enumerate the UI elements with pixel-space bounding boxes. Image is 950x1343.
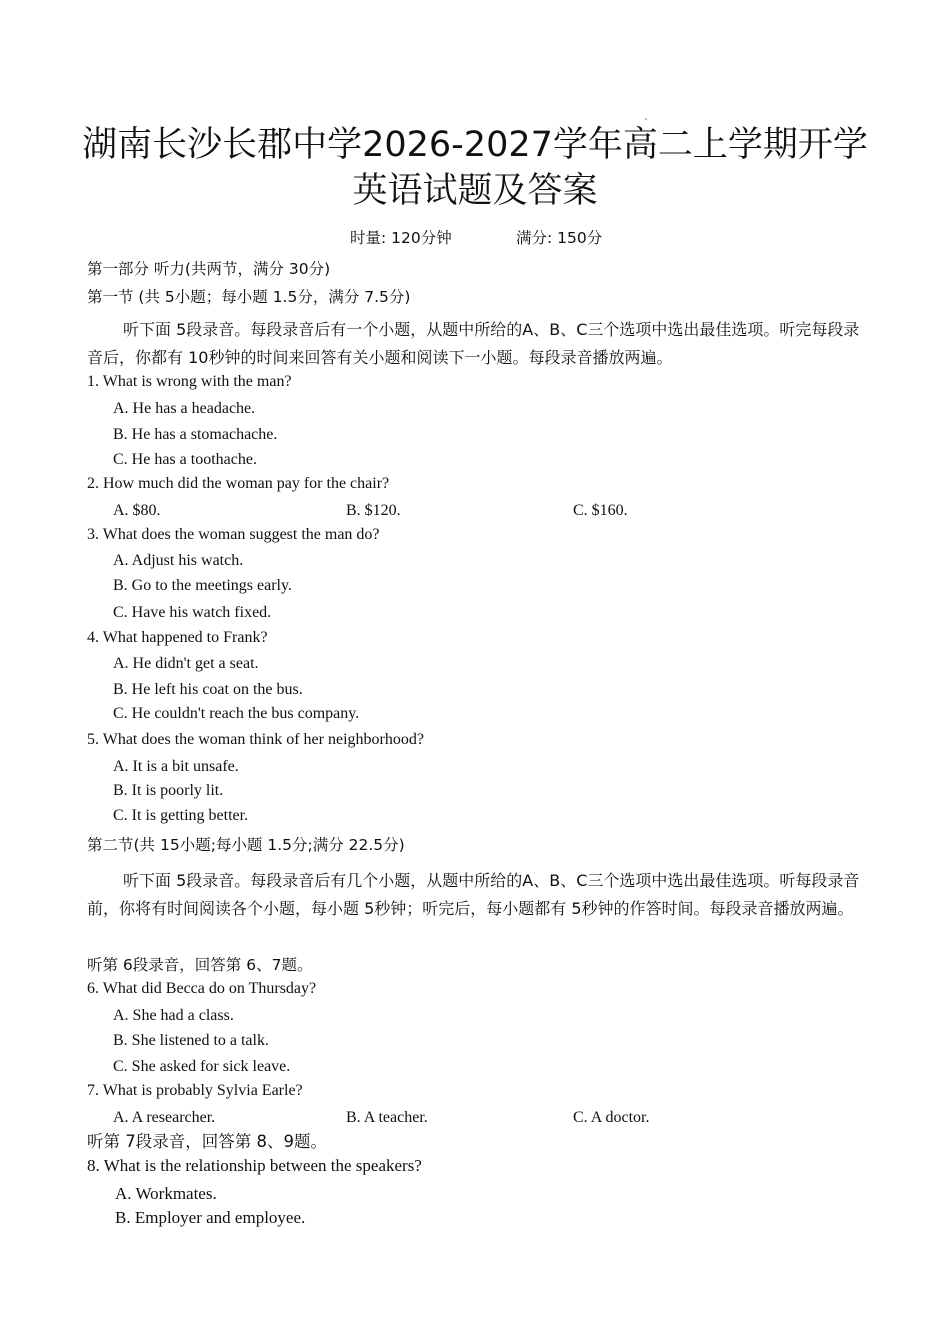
audio-7-heading: 听第 7段录音，回答第 8、9题。 bbox=[87, 1132, 327, 1151]
q5-option-a: A. It is a bit unsafe. bbox=[113, 758, 239, 775]
q5-option-b: B. It is poorly lit. bbox=[113, 782, 224, 799]
question-3: 3. What does the woman suggest the man do? bbox=[87, 526, 380, 543]
q2-option-c: C. $160. bbox=[573, 502, 628, 519]
exam-title-line1: 湖南长沙长郡中学2026-2027学年高二上学期开学 bbox=[82, 125, 868, 165]
q8-option-a: A. Workmates. bbox=[115, 1184, 217, 1203]
question-7: 7. What is probably Sylvia Earle? bbox=[87, 1082, 303, 1099]
q1-option-a: A. He has a headache. bbox=[113, 400, 256, 417]
part1-heading: 第一部分 听力(共两节，满分 30分) bbox=[87, 260, 331, 278]
question-2: 2. How much did the woman pay for the chair? bbox=[87, 475, 390, 492]
q4-option-b: B. He left his coat on the bus. bbox=[113, 681, 303, 698]
q8-option-b: B. Employer and employee. bbox=[115, 1208, 306, 1227]
section2-heading: 第二节(共 15小题;每小题 1.5分;满分 22.5分) bbox=[87, 836, 405, 854]
question-5: 5. What does the woman think of her neighborhood? bbox=[87, 731, 424, 748]
question-4: 4. What happened to Frank? bbox=[87, 629, 268, 646]
q7-option-c: C. A doctor. bbox=[573, 1109, 650, 1126]
score-info: 满分: 150分 bbox=[516, 229, 603, 247]
q3-option-c: C. Have his watch fixed. bbox=[113, 604, 272, 621]
q3-option-b: B. Go to the meetings early. bbox=[113, 577, 292, 594]
question-8: 8. What is the relationship between the speakers? bbox=[87, 1156, 422, 1175]
audio-6-heading: 听第 6段录音，回答第 6、7题。 bbox=[87, 956, 313, 974]
q1-option-c: C. He has a toothache. bbox=[113, 451, 257, 468]
q6-option-c: C. She asked for sick leave. bbox=[113, 1058, 291, 1075]
q7-option-a: A. A researcher. bbox=[113, 1109, 216, 1126]
q6-option-b: B. She listened to a talk. bbox=[113, 1032, 269, 1049]
section1-heading: 第一节 (共 5小题；每小题 1.5分，满分 7.5分) bbox=[87, 288, 411, 306]
question-1: 1. What is wrong with the man? bbox=[87, 373, 292, 390]
q2-option-b: B. $120. bbox=[346, 502, 401, 519]
q5-option-c: C. It is getting better. bbox=[113, 807, 249, 824]
section2-instructions: 听下面 5段录音。每段录音后有几个小题，从题中所给的A、B、C三个选项中选出最佳选项。听每段录音前，你将有时间阅读各个小题，每小题 5秒钟；听完后，每小题都有 5秒钟的作答时间。每段录音播放两遍。 bbox=[87, 871, 860, 918]
q3-option-a: A. Adjust his watch. bbox=[113, 552, 244, 569]
time-info: 时量: 120分钟 bbox=[350, 229, 452, 247]
q4-option-a: A. He didn't get a seat. bbox=[113, 655, 259, 672]
scan-speck bbox=[645, 118, 647, 120]
question-6: 6. What did Becca do on Thursday? bbox=[87, 980, 317, 997]
q7-option-b: B. A teacher. bbox=[346, 1109, 428, 1126]
q1-option-b: B. He has a stomachache. bbox=[113, 426, 278, 443]
exam-title-line2: 英语试题及答案 bbox=[352, 171, 598, 211]
section1-instructions: 听下面 5段录音。每段录音后有一个小题，从题中所给的A、B、C三个选项中选出最佳选项。听完每段录音后，你都有 10秒钟的时间来回答有关小题和阅读下一小题。每段录音播放两遍。 bbox=[87, 320, 860, 367]
q2-option-a: A. $80. bbox=[113, 502, 161, 519]
q4-option-c: C. He couldn't reach the bus company. bbox=[113, 705, 360, 722]
q6-option-a: A. She had a class. bbox=[113, 1007, 234, 1024]
